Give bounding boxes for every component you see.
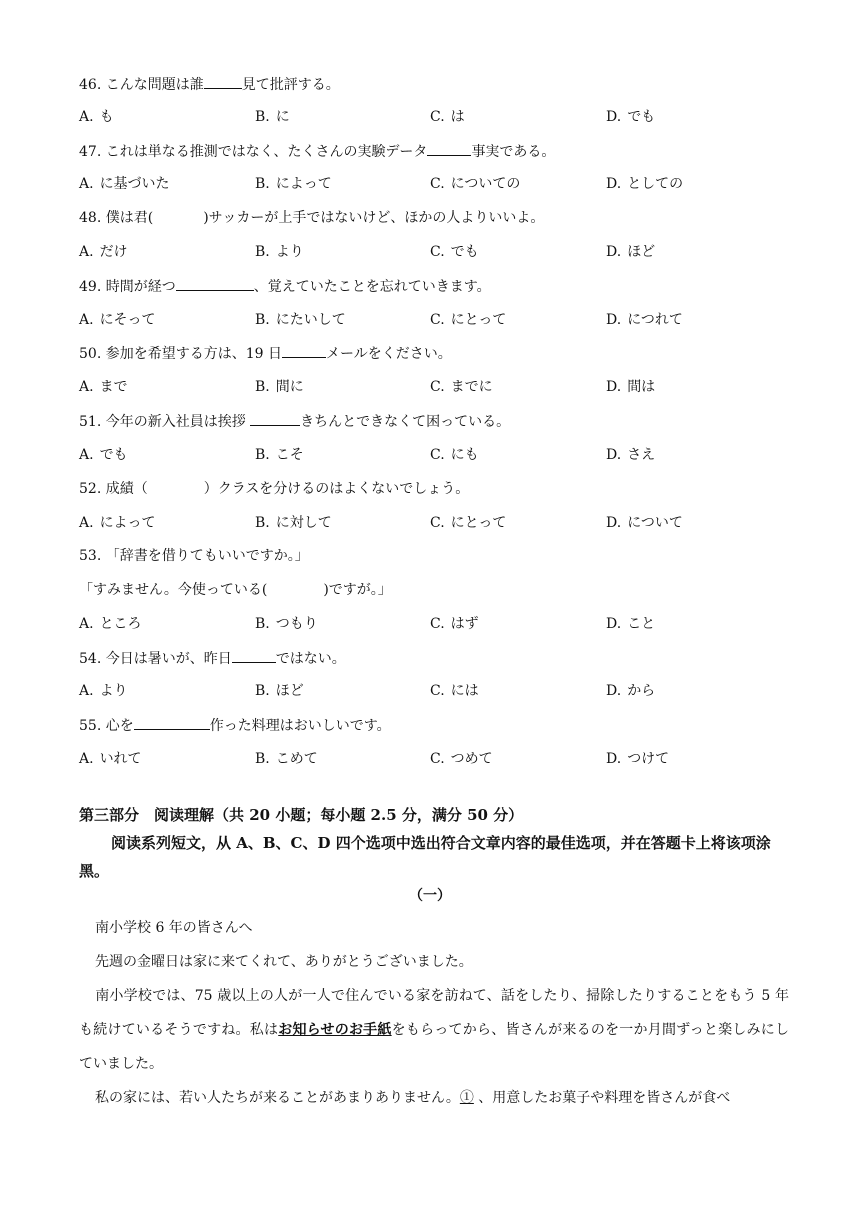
passage-salutation: 南小学校 6 年の皆さんへ (95, 920, 253, 936)
option-c[interactable]: C. つめて (430, 751, 493, 767)
option-a[interactable]: A. まで (79, 379, 128, 395)
option-d[interactable]: D. としての (606, 176, 684, 192)
option-b[interactable]: B. にたいして (255, 312, 346, 328)
option-d[interactable]: D. さえ (606, 447, 656, 463)
answer-blank (232, 649, 276, 663)
question-50 (79, 344, 452, 363)
answer-blank (204, 75, 242, 89)
answer-blank (427, 142, 471, 156)
option-b[interactable]: B. によって (255, 176, 332, 192)
option-d[interactable]: D. から (606, 683, 656, 699)
option-d[interactable]: D. 間は (606, 379, 656, 395)
question-text-before: 時間が経つ (105, 279, 176, 295)
option-d[interactable]: D. ほど (606, 244, 656, 260)
section-heading: 第三部分 阅读理解（共 20 小题；每小题 2.5 分，满分 50 分） (79, 806, 524, 824)
option-b[interactable]: B. 間に (255, 379, 304, 395)
question-text-before: 今日は暑いが、昨日 (105, 651, 232, 667)
passage-number: （一） (409, 888, 451, 904)
option-c[interactable]: C. にとって (430, 312, 507, 328)
option-a[interactable]: A. に基づいた (79, 176, 170, 192)
question-marker: ① (459, 1090, 474, 1106)
question-number: 46. (79, 77, 102, 93)
question-text-after: )ですが。」 (323, 582, 392, 598)
options-54 (79, 682, 779, 700)
question-text-after: ではない。 (275, 651, 346, 667)
question-text-before: これは単なる推測ではなく、たくさんの実験データ (105, 144, 428, 160)
question-text-before: こんな問題は誰 (105, 77, 204, 93)
question-text-before: 「すみません。今使っている( (79, 582, 268, 598)
question-text-before: 参加を希望する方は、19 日 (105, 346, 282, 362)
question-number: 48. (79, 210, 102, 226)
options-53 (79, 615, 779, 633)
option-b[interactable]: B. こめて (255, 751, 318, 767)
option-a[interactable]: A. にそって (79, 312, 156, 328)
option-b[interactable]: B. こそ (255, 447, 304, 463)
question-46 (79, 75, 340, 94)
section-instruction: 阅读系列短文，从 A、B、C、D 四个选项中选出符合文章内容的最佳选项，并在答题卡上将该项涂黑。 (79, 834, 771, 880)
question-text-after: ）クラスを分けるのはよくないでしょう。 (203, 481, 470, 497)
option-c[interactable]: C. についての (430, 176, 521, 192)
question-text-before: 心を (105, 718, 134, 734)
option-c[interactable]: C. には (430, 683, 479, 699)
option-a[interactable]: A. でも (79, 447, 128, 463)
answer-blank (134, 716, 210, 730)
option-c[interactable]: C. は (430, 109, 465, 125)
question-number: 51. (79, 414, 102, 430)
option-b[interactable]: B. に (255, 109, 290, 125)
option-a[interactable]: A. も (79, 109, 114, 125)
question-number: 55. (79, 718, 102, 734)
question-text-before: 今年の新入社員は挨拶 (105, 414, 251, 430)
option-c[interactable]: C. にとって (430, 515, 507, 531)
options-51 (79, 446, 779, 464)
options-55 (79, 750, 779, 768)
passage-paragraph-2: 南小学校では、75 歳以上の人が一人で住んでいる家を訪ねて、話をしたり、掃除したりすることをもう 5 年も続けているそうですね。私はお知らせのお手紙をもらってから、皆さんが来るのを一か月間ずっと楽しみにしていました。 (79, 988, 789, 1072)
question-text-after: メールをください。 (325, 346, 452, 362)
question-number: 54. (79, 651, 102, 667)
passage-paragraph-1: 先週の金曜日は家に来てくれて、ありがとうございました。 (95, 954, 473, 970)
question-text-after: 、覚えていたことを忘れていきます。 (253, 279, 491, 295)
question-text-before: 「辞書を借りてもいいですか。」 (105, 548, 309, 564)
question-49 (79, 277, 491, 296)
option-c[interactable]: C. にも (430, 447, 479, 463)
question-54 (79, 649, 346, 668)
options-49 (79, 311, 779, 329)
option-a[interactable]: A. ところ (79, 616, 142, 632)
option-d[interactable]: D. について (606, 515, 683, 531)
options-47 (79, 175, 779, 193)
option-b[interactable]: B. ほど (255, 683, 304, 699)
option-a[interactable]: A. だけ (79, 244, 128, 260)
passage-paragraph-3: 私の家には、若い人たちが来ることがあまりありません。① 、用意したお菓子や料理を皆さんが食べ (95, 1090, 731, 1106)
options-50 (79, 378, 779, 396)
option-a[interactable]: A. より (79, 683, 128, 699)
question-48 (79, 209, 544, 227)
options-48 (79, 243, 779, 261)
question-text-before: 僕は君( (105, 210, 154, 226)
option-b[interactable]: B. つもり (255, 616, 318, 632)
question-text-after: きちんとできなくて困っている。 (300, 414, 511, 430)
question-text-after: 作った料理はおいしいです。 (209, 718, 391, 734)
question-number: 47. (79, 144, 102, 160)
option-d[interactable]: D. つけて (606, 751, 670, 767)
option-b[interactable]: B. より (255, 244, 304, 260)
question-number: 49. (79, 279, 102, 295)
option-d[interactable]: D. こと (606, 616, 656, 632)
question-number: 53. (79, 548, 102, 564)
question-52 (79, 480, 469, 498)
question-51 (79, 412, 510, 431)
question-55 (79, 716, 391, 735)
options-52 (79, 514, 779, 532)
option-d[interactable]: D. につれて (606, 312, 683, 328)
underlined-phrase: お知らせのお手紙 (278, 1022, 392, 1038)
option-c[interactable]: C. でも (430, 244, 479, 260)
option-b[interactable]: B. に対して (255, 515, 332, 531)
option-c[interactable]: C. はず (430, 616, 479, 632)
question-number: 50. (79, 346, 102, 362)
options-46 (79, 108, 779, 126)
question-text-after: )サッカーが上手ではないけど、ほかの人よりいいよ。 (203, 210, 545, 226)
option-d[interactable]: D. でも (606, 109, 656, 125)
question-53-line-2 (79, 581, 392, 599)
option-a[interactable]: A. いれて (79, 751, 142, 767)
question-text-after: 見て批評する。 (241, 77, 340, 93)
option-a[interactable]: A. によって (79, 515, 156, 531)
answer-blank (176, 277, 254, 291)
question-text-after: 事実である。 (471, 144, 556, 160)
question-text-before: 成績（ (105, 481, 148, 497)
answer-blank (282, 344, 326, 358)
question-53 (79, 547, 309, 565)
answer-blank (250, 412, 300, 426)
question-47 (79, 142, 555, 161)
question-number: 52. (79, 481, 102, 497)
option-c[interactable]: C. までに (430, 379, 493, 395)
